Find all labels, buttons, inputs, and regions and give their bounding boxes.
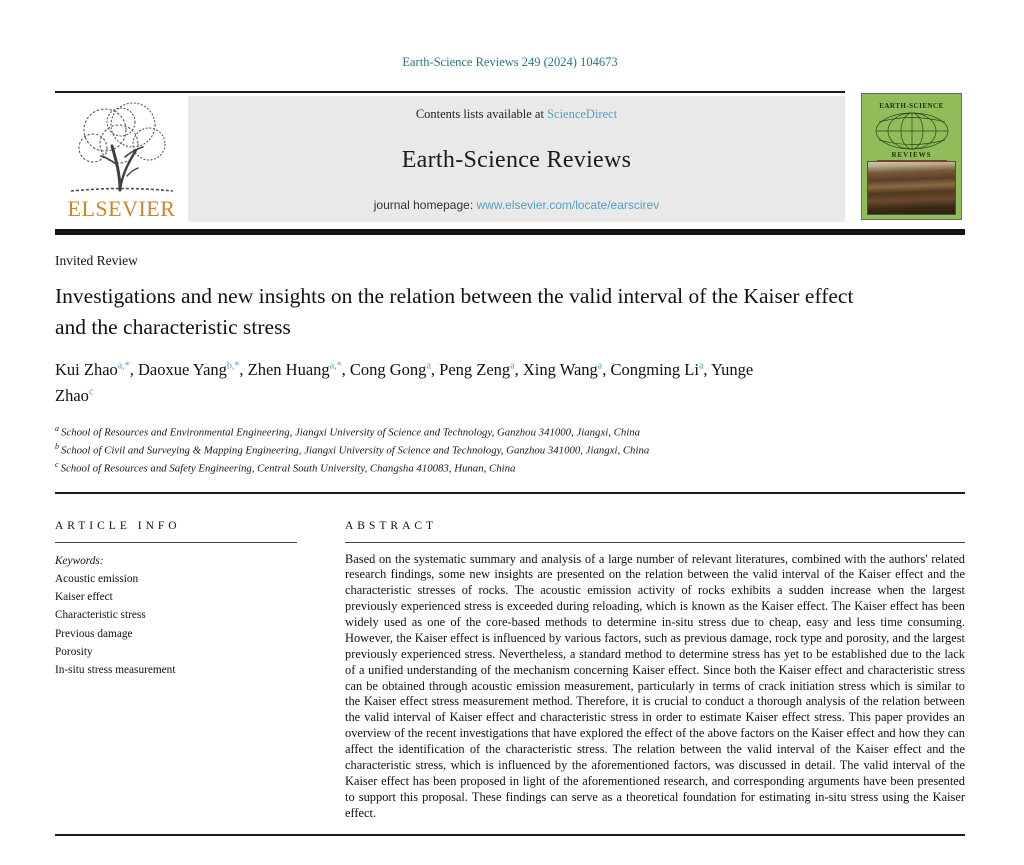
journal-page [55, 0, 965, 836]
author: Peng Zeng$^a$ [439, 360, 515, 380]
author-affiliation-marker: c [88, 386, 94, 398]
article-info-heading: ARTICLE INFO [55, 519, 181, 532]
header-divider-bar [55, 229, 965, 235]
keyword: Porosity [55, 645, 93, 658]
page-bottom-rule [55, 834, 965, 836]
cover-rock-photo [867, 161, 956, 215]
article-info-rule [55, 542, 297, 543]
affiliation: $^b$ School of Civil and Surveying & Mapping Engineering, Jiangxi University of Science and Technology, Ganzhou 341000, Jiangxi, China [55, 441, 650, 457]
author-affiliation-marker: a,* [117, 360, 130, 372]
cover-globe-icon [873, 111, 951, 151]
affiliation-list [55, 423, 965, 476]
abstract-column [345, 520, 965, 822]
journal-header-main [55, 91, 845, 222]
author: Congming Li$^a$ [610, 360, 704, 380]
affiliation: $^c$ School of Resources and Safety Engineering, Central South University, Changsha 410083, Hunan, China [55, 459, 516, 475]
journal-banner [188, 96, 845, 222]
author: Yunge Zhao$^c$ [55, 360, 754, 405]
contents-line [416, 107, 617, 122]
sciencedirect-link[interactable]: ScienceDirect [547, 107, 618, 121]
keyword: In-situ stress measurement [55, 664, 176, 677]
author-affiliation-marker: a [698, 360, 704, 372]
keyword-list [55, 570, 297, 680]
keyword: Kaiser effect [55, 591, 113, 604]
author-affiliation-marker: b,* [226, 360, 240, 372]
cover-title-top: EARTH-SCIENCE [879, 102, 944, 110]
keyword: Previous damage [55, 627, 133, 640]
cover-title-bottom: REVIEWS [891, 151, 932, 159]
author: Daoxue Yang$^{b,*}$ [137, 360, 240, 380]
abstract-text: Based on the systematic summary and analysis of a large number of relevant literatures, combined with the authors' related research findings, some new insights are presented on the relation between the valid interval of the Kaiser effect and the characteristic stresses of rocks. The acoustic emission activity of rocks exhibits a sudden increase when the largest previously experienced stress is exceeded during reloading, which is known as the Kaiser effect. The Kaiser effect has been widely used as one of the core-based methods to determine in-situ stress due to cheap, easy and less time consuming. However, the Kaiser effect is influenced by various factors, such as previous damage, rock type and porosity, and the largest previously experienced stress. Nevertheless, a standard method to determine stress has yet to be established due to the lack of a unified understanding of the mechanism concerning Kaiser effect. Since both the Kaiser effect and characteristic stress can be obtained through acoustic emission measurement, particularly in terms of crack initiation stress which is similar to the Kaiser effect stress measurement method. Therefore, it is crucial to conduct a thorough analysis of the relation between the valid interval of Kaiser effect and characteristic stress in order to estimate Kaiser effect stress. This paper provides an overview of the recent investigations that have explored the effect of the above factors on the Kaiser effect and how they can affect the identification of the characteristic stress. The relation between the valid interval of the Kaiser effect and the characteristic stress, which is influenced by the aforementioned factors, was discussed in detail. The valid interval of the Kaiser effect has been proposed in light of the aforementioned research, and corresponding arguments have been presented to support this proposal. These findings can serve as a theoretical foundation for estimating in-situ stress using the Kaiser effect. [345, 551, 965, 820]
info-abstract-columns [55, 520, 965, 822]
keyword: Characteristic stress [55, 609, 146, 622]
author-affiliation-marker: a [426, 360, 431, 372]
author: Zhen Huang$^{a,*}$ [247, 360, 342, 380]
elsevier-tree-icon [63, 102, 181, 194]
affiliation: $^a$ School of Resources and Environmental Engineering, Jiangxi University of Science and Technology, Ganzhou 341000, Jiangxi, China [55, 424, 641, 439]
author-affiliation-marker: a [597, 360, 603, 372]
author-affiliation-marker: a [510, 360, 515, 372]
author: Cong Gong$^a$ [349, 360, 431, 380]
journal-title: Earth-Science Reviews [401, 146, 632, 173]
keywords-block [55, 552, 297, 680]
author: Kui Zhao$^{a,*}$ [55, 360, 130, 380]
homepage-link[interactable]: www.elsevier.com/locate/earscirev [476, 198, 660, 212]
section-divider-rule [55, 492, 965, 494]
keywords-label: Keywords: [55, 554, 104, 567]
journal-header [55, 91, 965, 222]
author: Xing Wang$^a$ [522, 360, 603, 380]
article-title: Investigations and new insights on the relation between the valid interval of the Kaiser effect and the characteristic stress [55, 284, 854, 339]
author-affiliation-marker: a,* [329, 360, 342, 372]
elsevier-logo [55, 96, 188, 222]
elsevier-wordmark: ELSEVIER [67, 196, 176, 221]
keyword: Acoustic emission [55, 572, 139, 585]
article-info-column [55, 520, 297, 822]
running-head-citation: Earth-Science Reviews 249 (2024) 104673 [402, 55, 618, 69]
homepage-line [374, 198, 659, 212]
contents-prefix: Contents lists available at [415, 107, 548, 121]
journal-cover-thumbnail [861, 93, 962, 220]
homepage-prefix: journal homepage: [373, 198, 477, 212]
article-type-label: Invited Review [55, 253, 138, 268]
abstract-rule [345, 542, 965, 543]
abstract-heading: ABSTRACT [345, 519, 438, 532]
author-list: Kui Zhao$^{a,*}$, Daoxue Yang$^{b,*}$, Zhen Huang$^{a,*}$, Cong Gong$^a$, Peng Zeng$^a$, Xing Wang$^a$, Congming Li$^a$, Yunge Zhao$^c$ [55, 360, 754, 405]
